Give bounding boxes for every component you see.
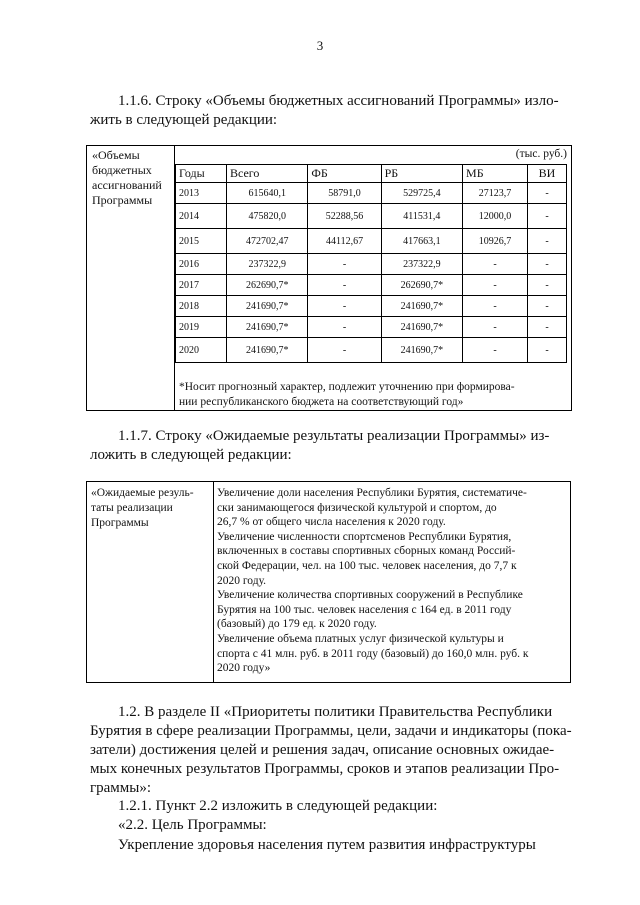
results-line: ской Федерации, чел. на 100 тыс. человек населения, до 7,7 к <box>217 559 517 572</box>
paragraph-116-line2: жить в следующей редакции: <box>90 112 278 128</box>
results-line: Увеличение количества спортивных сооружений в Республике <box>217 589 523 602</box>
footnote-line: нии республиканского бюджета на соответствующий год» <box>179 396 464 408</box>
results-line: включенных в составы спортивных сборных команд Россий- <box>217 545 516 558</box>
budget-footnote <box>179 380 565 410</box>
year-cell: 2016 <box>176 254 227 275</box>
budget-label-line: «Объемы <box>92 148 140 162</box>
results-label <box>91 486 211 531</box>
table-row <box>176 229 567 254</box>
year-cell: 2018 <box>176 296 227 317</box>
results-line: 26,7 % от общего числа населения к 2020 году. <box>217 516 446 529</box>
budget-label-line: бюджетных <box>92 163 152 177</box>
table-row <box>176 254 567 275</box>
table-cell: - <box>308 296 381 317</box>
table-cell: 241690,7* <box>227 317 308 338</box>
header-cell: МБ <box>463 165 528 183</box>
table-cell: 262690,7* <box>381 275 462 296</box>
results-text <box>217 486 562 676</box>
table-cell: 475820,0 <box>227 204 308 229</box>
table-cell: - <box>463 254 528 275</box>
page-number: 3 <box>316 38 324 53</box>
results-label-line: Программы <box>91 517 149 529</box>
results-line: Увеличение доли населения Республики Бурятия, систематиче- <box>217 487 527 499</box>
table-row <box>176 275 567 296</box>
table-cell: 241690,7* <box>381 296 462 317</box>
header-cell: Всего <box>227 165 308 183</box>
table-row <box>176 296 567 317</box>
table-cell: 241690,7* <box>381 317 462 338</box>
table-cell: 237322,9 <box>227 254 308 275</box>
table-cell: - <box>308 338 381 363</box>
header-row <box>176 165 567 183</box>
table-cell: 615640,1 <box>227 183 308 204</box>
table-cell: - <box>308 275 381 296</box>
header-cell: ВИ <box>528 165 567 183</box>
year-cell: 2014 <box>176 204 227 229</box>
table-cell: 27123,7 <box>463 183 528 204</box>
results-line: Бурятия на 100 тыс. человек населения с 164 ед. в 2011 году <box>217 603 512 616</box>
table-cell: 241690,7* <box>227 338 308 363</box>
table-row <box>176 183 567 204</box>
table-cell: - <box>528 183 567 204</box>
column-divider <box>213 482 214 682</box>
header-cell: Годы <box>176 165 227 183</box>
results-label-line: таты реализации <box>91 502 173 514</box>
year-cell: 2019 <box>176 317 227 338</box>
table-cell: - <box>308 254 381 275</box>
table-cell: 44112,67 <box>308 229 381 254</box>
table-cell: 58791,0 <box>308 183 381 204</box>
table-cell: - <box>528 204 567 229</box>
results-line: ски занимающегося физической культурой и спортом, до <box>217 501 497 514</box>
table-cell: - <box>528 296 567 317</box>
table-cell: - <box>528 317 567 338</box>
table-cell: - <box>463 275 528 296</box>
table-cell: 472702,47 <box>227 229 308 254</box>
table-row <box>176 317 567 338</box>
paragraph-12-line: граммы»: <box>90 780 152 796</box>
budget-grid <box>175 164 567 363</box>
table-cell: - <box>308 317 381 338</box>
budget-label-line: Программы <box>92 193 153 207</box>
paragraph-116 <box>90 92 576 130</box>
table-cell: 241690,7* <box>381 338 462 363</box>
results-line: спорта с 41 млн. руб. в 2011 году (базовый) до 160,0 млн. руб. к <box>217 647 529 660</box>
results-line: 2020 году» <box>217 662 271 675</box>
table-cell: - <box>463 338 528 363</box>
footnote-line: *Носит прогнозный характер, подлежит уточнению при формирова- <box>179 381 515 393</box>
goal-text: Укрепление здоровья населения путем развития инфраструктуры <box>118 837 536 853</box>
paragraph-117-line2: ложить в следующей редакции: <box>90 447 292 463</box>
budget-label <box>92 148 172 208</box>
table-cell: - <box>528 275 567 296</box>
paragraph-121: 1.2.1. Пункт 2.2 изложить в следующей редакции: <box>118 798 438 814</box>
results-line: Увеличение численности спортсменов Республики Бурятия, <box>217 530 512 543</box>
year-cell: 2017 <box>176 275 227 296</box>
table-cell: - <box>528 338 567 363</box>
header-cell: РБ <box>381 165 462 183</box>
table-cell: - <box>463 317 528 338</box>
paragraph-117-line1: 1.1.7. Строку «Ожидаемые результаты реализации Программы» из- <box>118 428 550 444</box>
table-cell: - <box>463 296 528 317</box>
unit-label: (тыс. руб.) <box>515 148 567 160</box>
table-cell: 12000,0 <box>463 204 528 229</box>
table-cell: - <box>528 254 567 275</box>
table-row <box>176 204 567 229</box>
header-cell: ФБ <box>308 165 381 183</box>
table-cell: 417663,1 <box>381 229 462 254</box>
results-line: (базовый) до 179 ед. к 2020 году. <box>217 618 377 631</box>
table-cell: 262690,7* <box>227 275 308 296</box>
table-cell: 10926,7 <box>463 229 528 254</box>
paragraph-12-line: Бурятия в сфере реализации Программы, цели, задачи и индикаторы (пока- <box>90 723 572 739</box>
table-row <box>176 338 567 363</box>
table-cell: - <box>528 229 567 254</box>
paragraph-116-line1: 1.1.6. Строку «Объемы бюджетных ассигнований Программы» изло- <box>118 93 559 109</box>
goal-heading: «2.2. Цель Программы: <box>118 817 267 833</box>
budget-label-line: ассигнований <box>92 178 162 192</box>
year-cell: 2013 <box>176 183 227 204</box>
budget-table <box>86 145 572 411</box>
table-cell: 52288,56 <box>308 204 381 229</box>
results-label-line: «Ожидаемые резуль- <box>91 487 194 499</box>
results-table <box>86 481 571 683</box>
results-line: Увеличение объема платных услуг физической культуры и <box>217 632 504 645</box>
paragraph-12 <box>90 703 576 798</box>
year-cell: 2020 <box>176 338 227 363</box>
paragraph-12-line: затели) достижения целей и решения задач, описание основных ожидае- <box>90 742 555 758</box>
year-cell: 2015 <box>176 229 227 254</box>
paragraph-117 <box>90 427 576 465</box>
paragraph-12-line: мых конечных результатов Программы, сроков и этапов реализации Про- <box>90 761 560 777</box>
paragraph-12-line: 1.2. В разделе II «Приоритеты политики Правительства Республики <box>118 704 553 720</box>
table-cell: 241690,7* <box>227 296 308 317</box>
table-cell: 529725,4 <box>381 183 462 204</box>
table-cell: 411531,4 <box>381 204 462 229</box>
results-line: 2020 году. <box>217 574 267 587</box>
table-cell: 237322,9 <box>381 254 462 275</box>
